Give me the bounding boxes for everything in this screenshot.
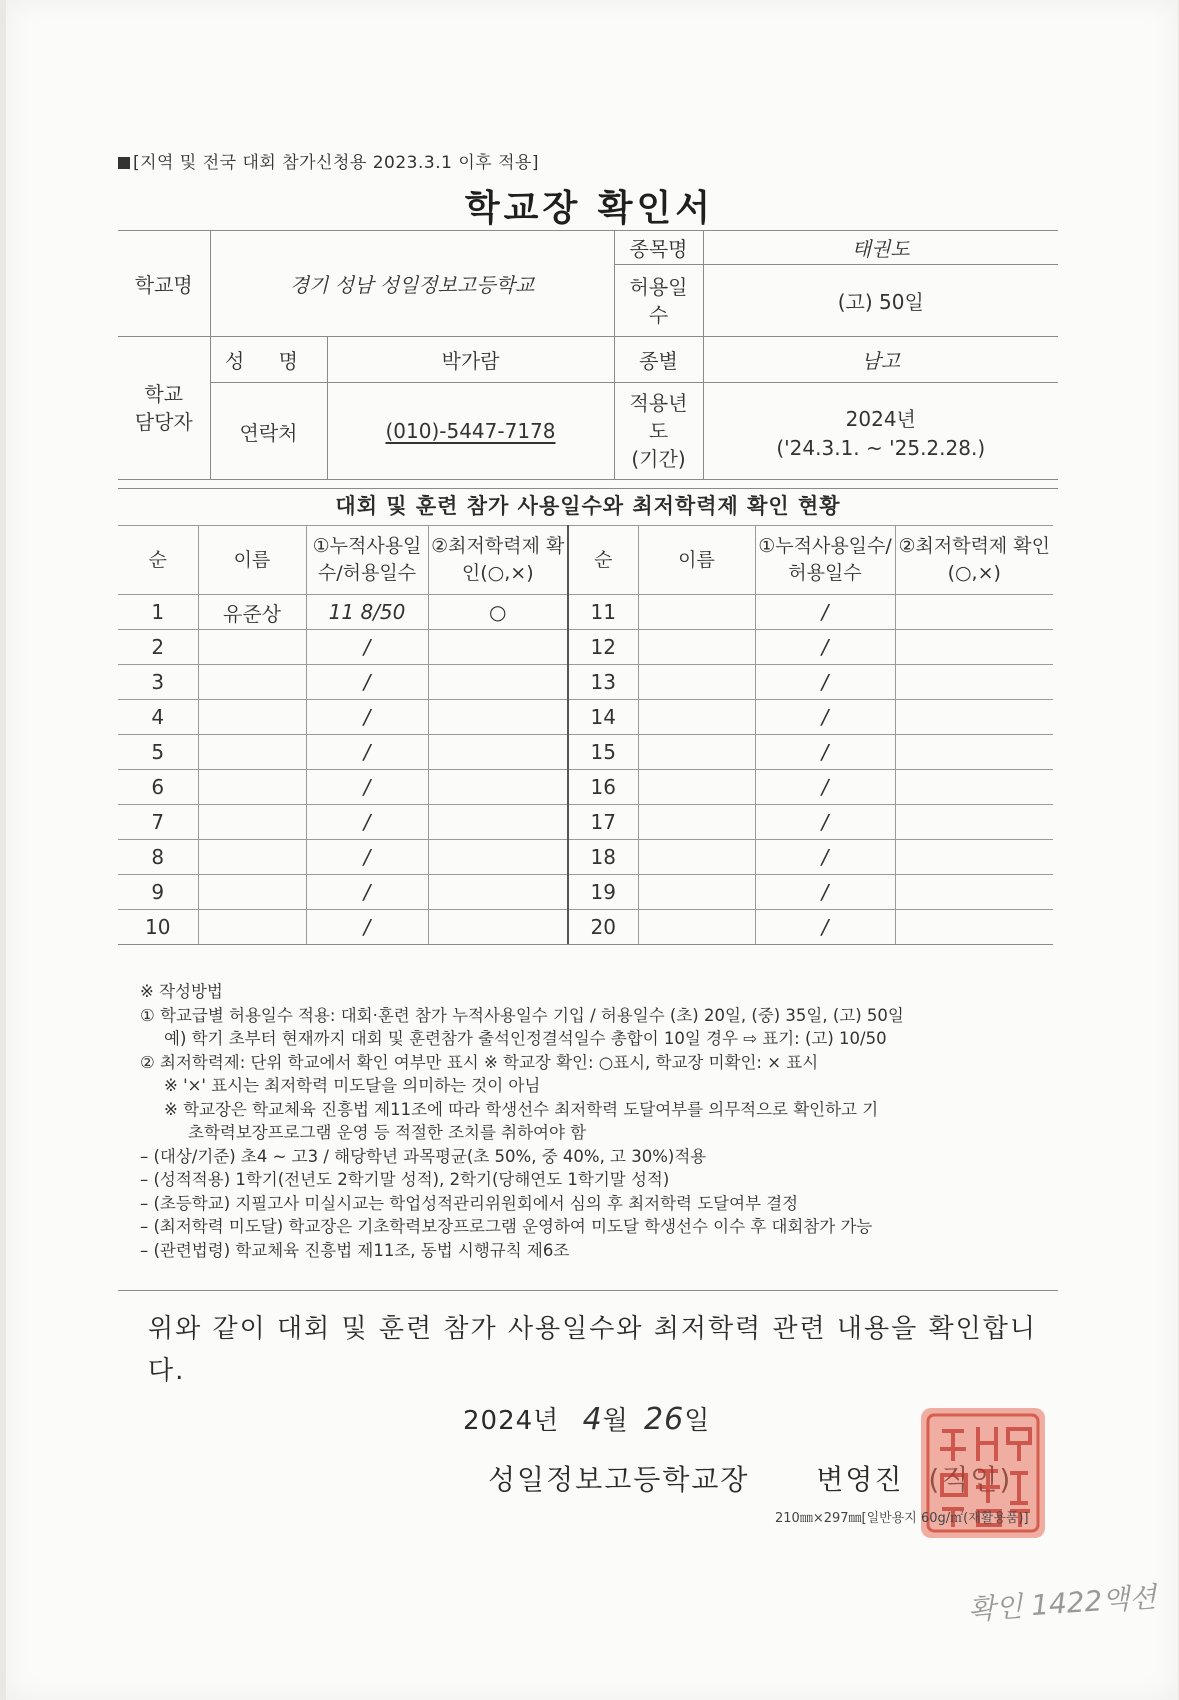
name-cell bbox=[638, 770, 755, 805]
date-month: 4 bbox=[582, 1402, 603, 1437]
grade-check-cell bbox=[895, 595, 1053, 630]
header-usage: ①누적사용일수/허용일수 bbox=[306, 526, 428, 595]
instruction-line: ※ 학교장은 학교체육 진흥법 제11조에 따라 학생선수 최저학력 도달여부를 의무적으로 확인하고 기 bbox=[164, 1099, 879, 1119]
grade-check-cell bbox=[895, 840, 1053, 875]
grade-check-cell bbox=[428, 630, 568, 665]
name-cell bbox=[638, 700, 755, 735]
usage-cell: / bbox=[306, 875, 428, 910]
grade-check-cell bbox=[428, 770, 568, 805]
table-row bbox=[118, 805, 1053, 840]
name-cell bbox=[198, 840, 306, 875]
instruction-line: – (초등학교) 지필고사 미실시교는 학업성적관리위원회에서 심의 후 최저학력 도달여부 결정 bbox=[140, 1193, 799, 1213]
name-cell bbox=[638, 875, 755, 910]
instruction-line: 예) 학기 초부터 현재까지 대회 및 훈련참가 출석인정결석일수 총합이 10일 경우 ⇨ 표기: (고) 10/50 bbox=[164, 1029, 887, 1048]
signer-school: 성일정보고등학교장 bbox=[488, 1463, 750, 1496]
table-row bbox=[118, 735, 1053, 770]
seq-cell: 6 bbox=[118, 770, 198, 805]
seq-cell: 4 bbox=[118, 700, 198, 735]
usage-cell: / bbox=[306, 665, 428, 700]
header-name: 이름 bbox=[198, 526, 306, 595]
instruction-line: – (대상/기준) 초4 ~ 고3 / 해당학년 과목평균(초 50%, 중 40%, 고 30%)적용 bbox=[140, 1146, 707, 1166]
sport-value: 태권도 bbox=[703, 231, 1058, 265]
name-cell bbox=[198, 910, 306, 945]
year-cell bbox=[703, 383, 1058, 480]
seq-cell: 16 bbox=[568, 770, 638, 805]
instruction-line: ※ '×' 표시는 최저학력 미도달을 의미하는 것이 아님 bbox=[164, 1076, 541, 1095]
name-cell bbox=[638, 595, 755, 630]
grade-check-cell bbox=[428, 665, 568, 700]
square-bullet-icon bbox=[118, 157, 130, 169]
year-label: 적용년도 (기간) bbox=[614, 383, 703, 480]
table-row bbox=[118, 910, 1053, 945]
grade-check-cell bbox=[895, 770, 1053, 805]
name-cell bbox=[638, 735, 755, 770]
divider bbox=[118, 1290, 1058, 1291]
name-value: 박가람 bbox=[327, 337, 614, 383]
period-value: ('24.3.1. ~ '25.2.28.) bbox=[776, 435, 986, 460]
grade-check-cell bbox=[895, 700, 1053, 735]
allowed-days-value: (고) 50일 bbox=[703, 265, 1058, 337]
table-row bbox=[118, 665, 1053, 700]
year-value: 2024년 bbox=[845, 406, 916, 431]
seq-cell: 12 bbox=[568, 630, 638, 665]
grade-check-cell bbox=[428, 875, 568, 910]
usage-cell: / bbox=[755, 910, 895, 945]
usage-cell: 11 8/50 bbox=[306, 595, 428, 630]
name-cell bbox=[638, 665, 755, 700]
name-cell: 유준상 bbox=[198, 595, 306, 630]
usage-cell: / bbox=[755, 805, 895, 840]
seq-cell: 2 bbox=[118, 630, 198, 665]
issue-date bbox=[463, 1400, 710, 1437]
seq-cell: 7 bbox=[118, 805, 198, 840]
table-row bbox=[118, 700, 1053, 735]
grade-check-cell bbox=[428, 805, 568, 840]
seq-cell: 11 bbox=[568, 595, 638, 630]
name-cell bbox=[198, 700, 306, 735]
usage-cell: / bbox=[755, 875, 895, 910]
name-label: 성 명 bbox=[210, 337, 327, 383]
header-grade-2: ②최저학력제 확인(○,×) bbox=[895, 526, 1053, 595]
school-info-table bbox=[118, 230, 1058, 480]
grade-check-cell bbox=[428, 910, 568, 945]
name-cell bbox=[198, 805, 306, 840]
grade-check-cell: ○ bbox=[428, 595, 568, 630]
table-row bbox=[118, 595, 1053, 630]
header-seq-2: 순 bbox=[568, 526, 638, 595]
name-cell bbox=[638, 630, 755, 665]
table-row bbox=[118, 875, 1053, 910]
seq-cell: 19 bbox=[568, 875, 638, 910]
instruction-line: ② 최저학력제: 단위 학교에서 확인 여부만 표시 ※ 학교장 확인: ○표시, 학교장 미확인: × 표시 bbox=[140, 1052, 819, 1072]
allowed-days-label: 허용일수 bbox=[614, 265, 703, 337]
sport-label: 종목명 bbox=[614, 231, 703, 265]
grade-check-cell bbox=[428, 840, 568, 875]
name-cell bbox=[198, 770, 306, 805]
date-day: 26 bbox=[644, 1402, 685, 1437]
table-row bbox=[118, 770, 1053, 805]
instruction-line: – (관련법령) 학교체육 진흥법 제11조, 동법 시행규칙 제6조 bbox=[140, 1240, 570, 1260]
name-cell bbox=[638, 805, 755, 840]
instructions-heading: ※ 작성방법 bbox=[140, 982, 223, 1001]
seq-cell: 5 bbox=[118, 735, 198, 770]
seq-cell: 17 bbox=[568, 805, 638, 840]
seq-cell: 9 bbox=[118, 875, 198, 910]
usage-cell: / bbox=[755, 630, 895, 665]
header-name-2: 이름 bbox=[638, 526, 755, 595]
paper-specification: 210㎜×297㎜[일반용지 60g/㎡(재활용품)] bbox=[775, 1511, 1029, 1526]
instruction-line: – (최저학력 미도달) 학교장은 기초학력보장프로그램 운영하여 미도달 학생선수 이수 후 대회참가 가능 bbox=[140, 1217, 873, 1236]
header-seq: 순 bbox=[118, 526, 198, 595]
divider bbox=[118, 944, 1053, 945]
grade-check-cell bbox=[428, 735, 568, 770]
instruction-line: 초학력보장프로그램 운영 등 적절한 조치를 취하여야 함 bbox=[188, 1123, 587, 1142]
usage-days-table bbox=[118, 525, 1053, 945]
name-cell bbox=[198, 735, 306, 770]
seq-cell: 18 bbox=[568, 840, 638, 875]
form-note-text: [지역 및 전국 대회 참가신청용 2023.3.1 이후 적용] bbox=[133, 153, 540, 173]
header-usage-2: ①누적사용일수/허용일수 bbox=[755, 526, 895, 595]
usage-cell: / bbox=[755, 840, 895, 875]
confirmation-text: 위와 같이 대회 및 훈련 참가 사용일수와 최저학력 관련 내용을 확인합니다. bbox=[148, 1314, 1038, 1386]
section-title: 대회 및 훈련 참가 사용일수와 최저학력제 확인 현황 bbox=[335, 494, 841, 518]
usage-cell: / bbox=[755, 665, 895, 700]
seq-cell: 13 bbox=[568, 665, 638, 700]
usage-cell: / bbox=[306, 840, 428, 875]
instruction-line: – (성적적용) 1학기(전년도 2학기말 성적), 2학기(당해연도 1학기말 성적) bbox=[140, 1170, 670, 1189]
usage-cell: / bbox=[755, 595, 895, 630]
table-row bbox=[118, 840, 1053, 875]
school-value: 경기 성남 성일정보고등학교 bbox=[210, 231, 614, 337]
contact-group-label: 학교 담당자 bbox=[118, 337, 210, 480]
grade-check-cell bbox=[895, 630, 1053, 665]
usage-cell: / bbox=[306, 770, 428, 805]
usage-cell: / bbox=[306, 630, 428, 665]
name-cell bbox=[638, 910, 755, 945]
grade-check-cell bbox=[895, 735, 1053, 770]
usage-days-body bbox=[118, 595, 1053, 945]
name-cell bbox=[198, 665, 306, 700]
school-label: 학교명 bbox=[118, 231, 210, 337]
seq-cell: 1 bbox=[118, 595, 198, 630]
form-note bbox=[118, 148, 539, 173]
seq-cell: 10 bbox=[118, 910, 198, 945]
seq-cell: 3 bbox=[118, 665, 198, 700]
seq-cell: 20 bbox=[568, 910, 638, 945]
date-year: 2024년 bbox=[463, 1406, 560, 1436]
phone-label: 연락처 bbox=[210, 383, 327, 480]
signer-name: 변영진 bbox=[816, 1463, 904, 1496]
usage-cell: / bbox=[306, 735, 428, 770]
gender-label: 종별 bbox=[614, 337, 703, 383]
name-cell bbox=[198, 630, 306, 665]
seq-cell: 15 bbox=[568, 735, 638, 770]
usage-cell: / bbox=[755, 735, 895, 770]
grade-check-cell bbox=[895, 910, 1053, 945]
table-row bbox=[118, 630, 1053, 665]
usage-cell: / bbox=[306, 910, 428, 945]
seq-cell: 14 bbox=[568, 700, 638, 735]
grade-check-cell bbox=[895, 805, 1053, 840]
usage-cell: / bbox=[755, 700, 895, 735]
date-day-unit: 일 bbox=[684, 1406, 711, 1436]
phone-value: (010)-5447-7178 bbox=[327, 383, 614, 480]
usage-cell: / bbox=[755, 770, 895, 805]
document-title: 학교장 확인서 bbox=[464, 188, 715, 229]
header-grade: ②최저학력제 확인(○,×) bbox=[428, 526, 568, 595]
divider bbox=[118, 488, 1058, 489]
grade-check-cell bbox=[428, 700, 568, 735]
writing-instructions bbox=[140, 980, 1060, 1262]
date-month-unit: 월 bbox=[602, 1406, 629, 1436]
handwritten-note: 확인 1422액션 bbox=[967, 1580, 1158, 1627]
name-cell bbox=[198, 875, 306, 910]
grade-check-cell bbox=[895, 665, 1053, 700]
name-cell bbox=[638, 840, 755, 875]
gender-value: 남고 bbox=[703, 337, 1058, 383]
usage-cell: / bbox=[306, 700, 428, 735]
grade-check-cell bbox=[895, 875, 1053, 910]
instruction-line: ① 학교급별 허용일수 적용: 대회·훈련 참가 누적사용일수 기입 / 허용일수 (초) 20일, (중) 35일, (고) 50일 bbox=[140, 1005, 904, 1025]
seq-cell: 8 bbox=[118, 840, 198, 875]
usage-cell: / bbox=[306, 805, 428, 840]
